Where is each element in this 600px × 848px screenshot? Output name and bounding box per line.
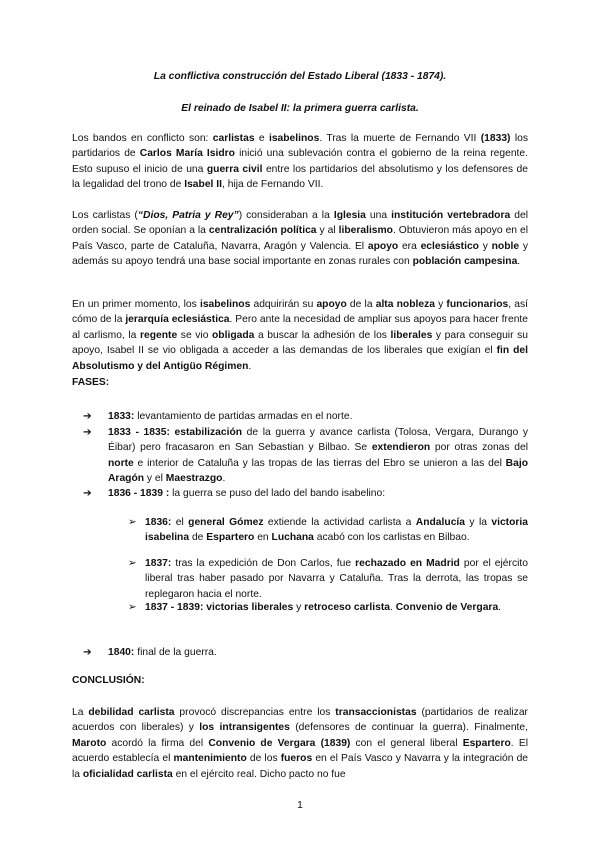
paragraph-carlistas: Los carlistas (“Dios, Patria y Rey”) consideraban a la Iglesia una institución vertebradora del orden social. Se oponían a la centralización política y al liberalismo. Obtuvieron más apoyo en el País Vasco, parte de Cataluña, Navarra, Aragón y Valencia. El apoyo era eclesiástico y noble y además su apoyo tendrá una base social importante en zonas rurales con población campesina. bbox=[72, 210, 529, 268]
bold-text: población campesina bbox=[412, 256, 518, 268]
sub-list-item bbox=[128, 600, 528, 615]
bold-text: Espartero bbox=[462, 737, 511, 749]
bold-text: regente bbox=[140, 329, 178, 341]
bold-text: 1833 - 1835: estabilización bbox=[108, 427, 243, 438]
list-item-text: 1840: final de la guerra. bbox=[108, 647, 217, 658]
bold-text: 1836 - 1839 : bbox=[108, 488, 170, 499]
bold-text: Bajo Aragón bbox=[108, 457, 528, 485]
document-title: La conflictiva construcción del Estado Liberal (1833 - 1874). bbox=[153, 71, 447, 82]
arrowhead-icon: ➢ bbox=[128, 558, 137, 569]
bold-text: 1836: bbox=[145, 517, 172, 528]
list-item bbox=[83, 645, 528, 660]
bold-text: guerra civil bbox=[206, 163, 263, 175]
bold-text: norte bbox=[108, 457, 134, 469]
bold-text: rechazado en Madrid bbox=[355, 558, 460, 569]
arrowhead-icon: ➢ bbox=[128, 517, 137, 528]
sub-list-item-text: 1836: el general Gómez extiende la actividad carlista a Andalucía y la victoria isabelina de Espartero en Luchana acabó con los carlistas en Bilbao. bbox=[145, 517, 528, 544]
sub-list-item-text: 1837: tras la expedición de Don Carlos, fue rechazado en Madrid por el ejército liberal tras haber pasado por Navarra y Cataluña. Tras la derrota, las tropas se replegaron hacia el norte. bbox=[145, 558, 528, 600]
bold-text: Convenio de Vergara (1839) bbox=[208, 737, 351, 749]
bold-text: Maroto bbox=[72, 737, 107, 749]
bold-text: noble bbox=[491, 240, 520, 252]
list-item bbox=[83, 409, 528, 424]
bold-text: apoyo bbox=[367, 240, 399, 252]
bold-text: isabelinos bbox=[268, 133, 320, 144]
bold-text: carlistas bbox=[212, 133, 255, 144]
arrowhead-icon: ➢ bbox=[128, 602, 137, 613]
paragraph-isabelinos: En un primer momento, los isabelinos adquirirán su apoyo de la alta nobleza y funcionarios, así cómo de la jerarquía eclesiástica. Pero ante la necesidad de ampliar sus apoyos para hacer frente al carlismo, la regente se vio obligada a buscar la adhesión de los liberales y para conseguir su apoyo, Isabel II se vio obligada a acceder a las demandas de los liberales que exigían el fin del Absolutismo y del Antigüo Régimen. bbox=[72, 299, 529, 372]
list-item-text: 1833: levantamiento de partidas armadas en el norte. bbox=[108, 411, 353, 422]
bold-text: funcionarios bbox=[446, 299, 509, 310]
bold-text: oficialidad carlista bbox=[82, 768, 173, 780]
sub-list-item bbox=[128, 515, 528, 546]
paragraph-conclusion: La debilidad carlista provocó discrepancias entre los transaccionistas (partidarios de realizar acuerdos con liberales) y los intransigentes (defensores de continuar la guerra). Finalmente, Maroto acordó la firma del Convenio de Vergara (1839) con el general liberal Espartero. El acuerdo establecía el mantenimiento de los fueros en el País Vasco y Navarra y la integración de la oficialidad carlista en el ejército real. Dicho pacto no fue bbox=[72, 707, 529, 780]
bold-text: Convenio de Vergara bbox=[395, 602, 499, 613]
bold-text: fueros bbox=[280, 753, 313, 765]
bold-text: mantenimiento bbox=[173, 753, 247, 765]
bold-text: “Dios, Patria y Rey” bbox=[137, 210, 239, 221]
bold-text: Carlos María Isidro bbox=[139, 148, 235, 160]
bold-text: extendieron bbox=[371, 442, 431, 454]
fases-heading: FASES: bbox=[72, 377, 110, 388]
bold-text: Andalucía bbox=[415, 517, 466, 528]
bold-text: liberales bbox=[390, 329, 433, 341]
document-subtitle: El reinado de Isabel II: la primera guerra carlista. bbox=[181, 103, 419, 114]
bold-text: eclesiástico bbox=[420, 240, 479, 252]
bold-text: 1840: bbox=[108, 647, 135, 658]
bold-text: transaccionistas bbox=[335, 707, 417, 718]
arrow-icon: ➔ bbox=[83, 647, 92, 658]
bold-text: general Gómez bbox=[188, 517, 264, 528]
list-item-text: 1836 - 1839 : la guerra se puso del lado del bando isabelino: bbox=[108, 488, 386, 499]
bold-text: centralización política bbox=[208, 225, 317, 237]
bold-text: los intransigentes bbox=[199, 722, 290, 734]
bold-text: isabelinos bbox=[199, 299, 251, 310]
bold-text: 1837: bbox=[145, 558, 172, 569]
bold-text: debilidad carlista bbox=[88, 707, 175, 718]
bold-text: Luchana bbox=[271, 532, 314, 544]
bold-text: liberalismo bbox=[338, 225, 393, 237]
list-item-text: 1833 - 1835: estabilización de la guerra y avance carlista (Tolosa, Vergara, Durango y Éibar) pero fracasaron en San Sebastian y Bilbao. Se extendieron por otras zonas del norte e interior de Cataluña y las tropas de las tierras del Ebro se unieron a las del Bajo Aragón y el Maestrazgo. bbox=[108, 427, 529, 485]
bold-text: jerarquía eclesiástica bbox=[125, 314, 230, 326]
arrow-icon: ➔ bbox=[83, 488, 92, 499]
bold-text: Isabel II bbox=[184, 179, 222, 191]
bold-text: retroceso carlista bbox=[304, 602, 390, 613]
sub-list-item bbox=[128, 556, 528, 602]
list-item bbox=[83, 425, 528, 487]
arrow-icon: ➔ bbox=[83, 411, 92, 422]
sub-list-item-text: 1837 - 1839: victorias liberales y retroceso carlista. Convenio de Vergara. bbox=[145, 602, 502, 613]
bold-text: Espartero bbox=[206, 532, 255, 544]
list-item bbox=[83, 486, 528, 501]
bold-text: victoria isabelina bbox=[145, 517, 528, 544]
page-number: 1 bbox=[297, 800, 303, 811]
bold-text: (1833) bbox=[480, 133, 511, 144]
bold-text: alta nobleza bbox=[375, 299, 435, 310]
bold-text: apoyo bbox=[316, 299, 347, 310]
bold-text: Iglesia bbox=[333, 210, 366, 221]
paragraph-bandos: Los bandos en conflicto son: carlistas e isabelinos. Tras la muerte de Fernando VII (1833) los partidarios de Carlos María Isidro inició una sublevación contra el gobierno de la reina regente. Esto supuso el inicio de una guerra civil entre los partidarios del absolutismo y los defensores de la legalidad del trono de Isabel II, hija de Fernando VII. bbox=[72, 133, 528, 191]
bold-text: fin del Absolutismo y del Antigüo Régimen bbox=[72, 345, 528, 372]
arrow-icon: ➔ bbox=[83, 427, 92, 438]
bold-text: institución vertebradora bbox=[391, 210, 511, 221]
bold-text: 1837 - 1839: victorias liberales bbox=[145, 602, 294, 613]
bold-text: obligada bbox=[212, 329, 255, 341]
bold-text: 1833: bbox=[108, 411, 135, 422]
conclusion-heading: CONCLUSIÓN: bbox=[72, 675, 145, 686]
bold-text: Maestrazgo bbox=[165, 473, 223, 485]
